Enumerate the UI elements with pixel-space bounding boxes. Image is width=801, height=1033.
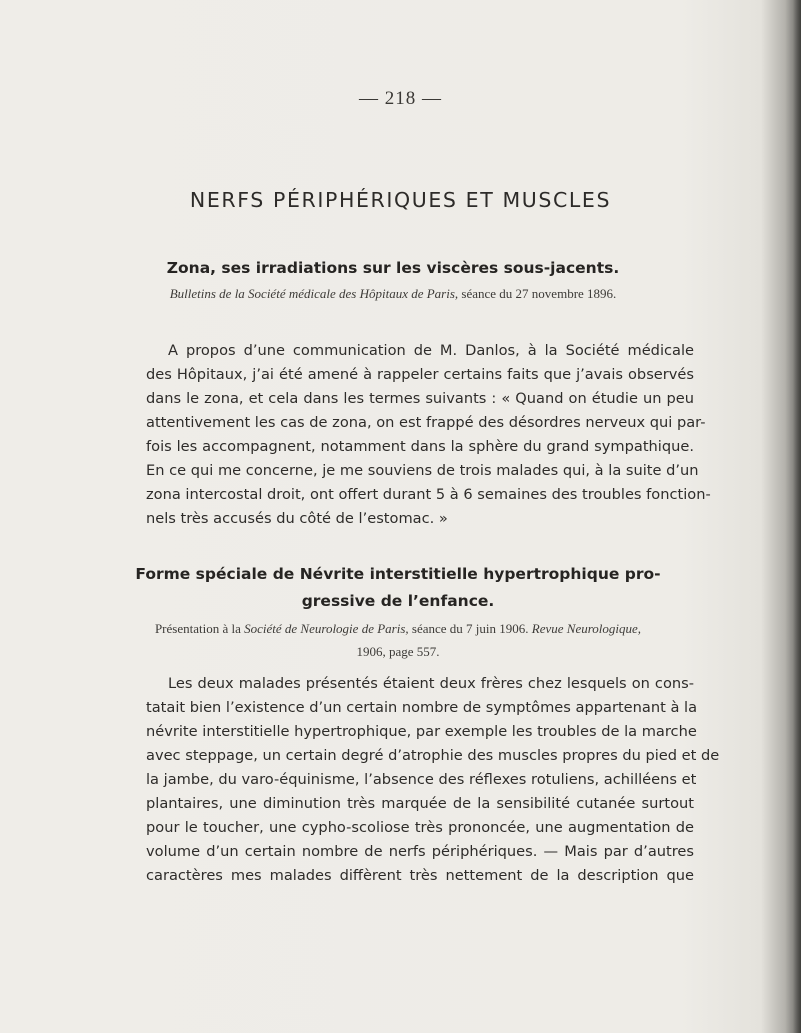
article-1-line: A propos d’une communication de M. Danlos, à la Société médicale: [168, 342, 694, 359]
article-2-citation: [98, 617, 698, 663]
article-2-citation-journal: Revue Neurologique,: [531, 621, 642, 636]
page-number: — 218 —: [359, 88, 442, 109]
article-1-citation-date: séance du 27 novembre 1896.: [458, 286, 617, 301]
article-1-line: dans le zona, et cela dans les termes suivants : « Quand on étudie un peu: [146, 390, 694, 407]
article-2-title: [98, 561, 698, 615]
article-2-line: volume d’un certain nombre de nerfs périphériques. — Mais par d’autres: [146, 843, 694, 860]
article-2-citation-date: séance du 7 juin 1906.: [408, 621, 532, 636]
article-2-line: pour le toucher, une cypho-scoliose très prononcée, une augmentation de: [146, 819, 694, 836]
article-2-citation-society: Société de Neurologie de Paris,: [244, 621, 409, 636]
article-1-line: zona intercostal droit, ont offert durant 5 à 6 semaines des troubles fonction-: [146, 486, 711, 503]
page-edge-shadow: [761, 0, 801, 1033]
article-2-citation-line-2: 1906, page 557.: [356, 644, 440, 659]
article-2-line: tatait bien l’existence d’un certain nombre de symptômes appartenant à la: [146, 699, 698, 716]
article-2-line: plantaires, une diminution très marquée de la sensibilité cutanée surtout: [146, 795, 694, 812]
chapter-title: NERFS PÉRIPHÉRIQUES ET MUSCLES: [189, 188, 612, 212]
article-1-citation-journal: Bulletins de la Société médicale des Hôpitaux de Paris,: [169, 286, 459, 301]
article-2-body: [146, 672, 720, 888]
article-1-line: En ce qui me concerne, je me souviens de trois malades qui, à la suite d’un: [146, 462, 699, 479]
article-2-line: avec steppage, un certain degré d’atrophie des muscles propres du pied et de: [146, 747, 720, 764]
article-1-line: des Hôpitaux, j’ai été amené à rappeler certains faits que j’avais observés: [146, 366, 694, 383]
article-2-title-line-1: Forme spéciale de Névrite interstitielle hypertrophique pro-: [135, 565, 661, 583]
article-1-body: [146, 339, 711, 531]
article-2-title-line-2: gressive de l’enfance.: [301, 592, 495, 610]
article-1-line: fois les accompagnent, notamment dans la sphère du grand sympathique.: [146, 438, 694, 455]
article-2-citation-line-1: [98, 617, 698, 640]
article-1-citation: [103, 282, 683, 305]
article-1-title: Zona, ses irradiations sur les viscères sous-jacents.: [166, 259, 620, 277]
article-2-citation-pre: Présentation à la: [154, 621, 245, 636]
article-2-line: la jambe, du varo-équinisme, l’absence des réflexes rotuliens, achilléens et: [146, 771, 697, 788]
article-1-line: nels très accusés du côté de l’estomac. »: [146, 510, 448, 527]
article-1-line: attentivement les cas de zona, on est frappé des désordres nerveux qui par-: [146, 414, 706, 431]
article-2-line: névrite interstitielle hypertrophique, par exemple les troubles de la marche: [146, 723, 697, 740]
article-2-line: Les deux malades présentés étaient deux frères chez lesquels on cons-: [168, 675, 694, 692]
article-2-line: caractères mes malades diffèrent très nettement de la description que: [146, 867, 694, 884]
